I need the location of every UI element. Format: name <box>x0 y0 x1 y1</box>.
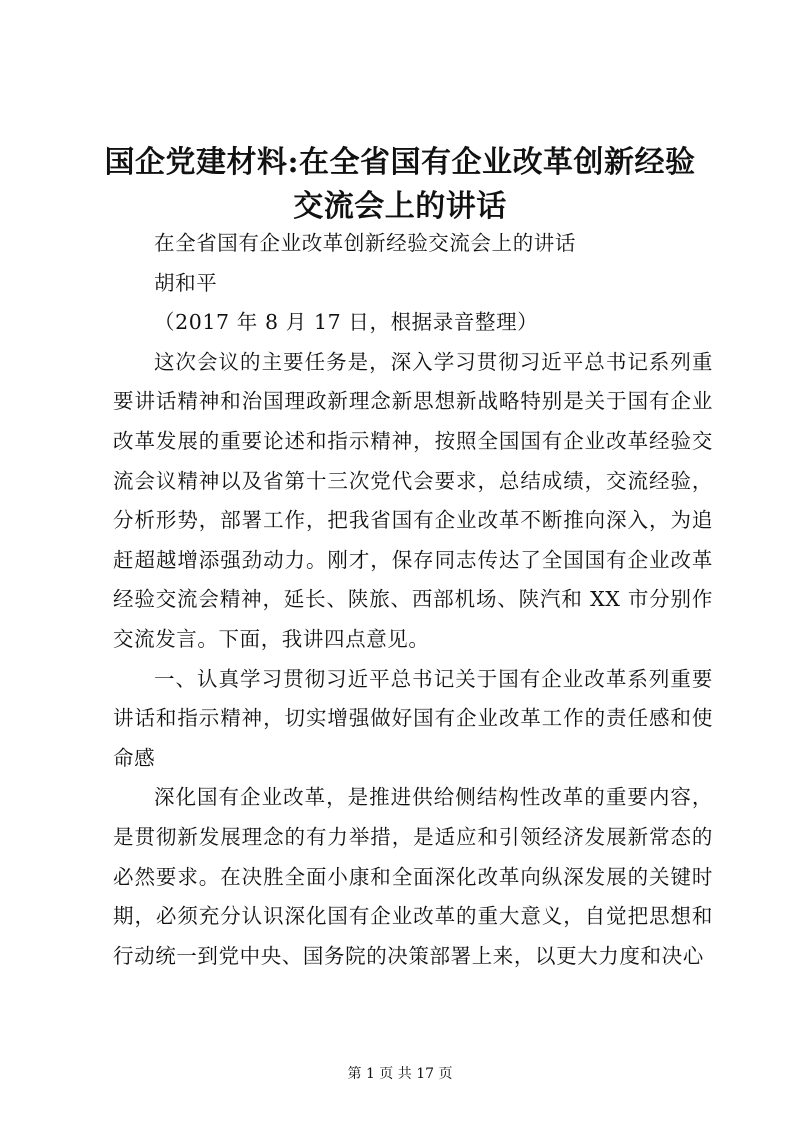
page-number-footer: 第 1 页 共 17 页 <box>347 1066 453 1082</box>
section-heading: 一、认真学习贯彻习近平总书记关于国有企业改革系列重要讲话和指示精神，切实增强做好国有企业改革工作的责任感和使命感 <box>113 666 713 770</box>
document-body <box>113 224 713 976</box>
document-title-line-1: 国企党建材料:在全省国有企业改革创新经验 <box>104 145 696 180</box>
speaker-name: 胡和平 <box>154 270 218 295</box>
document-title-line-2: 交流会上的讲话 <box>293 189 507 224</box>
body-paragraph: 深化国有企业改革，是推进供给侧结构性改革的重要内容，是贯彻新发展理念的有力举措，是适应和引领经济发展新常态的必然要求。在决胜全面小康和全面深化改革向纵深发展的关键时期，必须充分认识深化国有企业改革的重大意义，自觉把思想和行动统一到党中央、国务院的决策部署上来，以更大力度和决心 <box>113 785 713 968</box>
speech-subtitle: 在全省国有企业改革创新经验交流会上的讲话 <box>154 231 576 255</box>
body-paragraph: 这次会议的主要任务是，深入学习贯彻习近平总书记系列重要讲话精神和治国理政新理念新思想新战略特别是关于国有企业改革发展的重要论述和指示精神，按照全国国有企业改革经验交流会议精神以及省第十三次党代会要求，总结成绩，交流经验，分析形势，部署工作，把我省国有企业改革不断推向深入，为追赶超越增添强劲动力。刚才，保存同志传达了全国国有企业改革经验交流会精神，延长、陕旅、西部机场、陕汽和 XX 市分别作交流发言。下面，我讲四点意见。 <box>113 349 713 651</box>
speech-date-note: （2017 年 8 月 17 日，根据录音整理） <box>154 310 539 335</box>
